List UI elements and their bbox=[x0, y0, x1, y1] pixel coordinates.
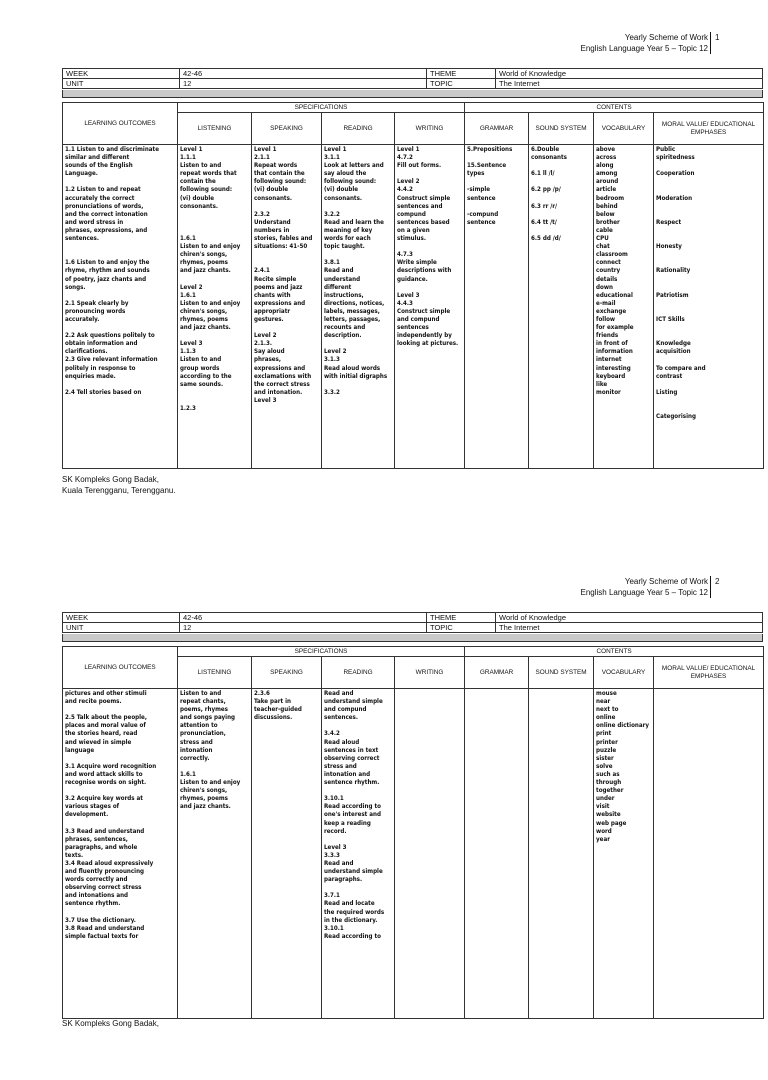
cell-reading: Level 1 3.1.1 Look at letters and say aloud the following sound: (vi) double consonants. 3.2.2 Read and learn the meaning of key words for each topic taught. 3.8.1 Read and understand different instructions, directions, notices, labels, messages, letters, passages, recounts and description. Level 2 3.1.3 Read aloud words with initial digraphs 3.3.2 bbox=[322, 145, 395, 469]
cell-vocabulary: mouse near next to online online dictionary print printer puzzle sister solve such as through together under visit website web page word year bbox=[594, 689, 654, 1019]
col-moral: MORAL VALUE/ EDUCATIONAL EMPHASES bbox=[654, 113, 764, 145]
cell-reading: Read and understand simple and compund sentences. 3.4.2 Read aloud sentences in text observing correct stress and intonation and sentence rhythm. 3.10.1 Read according to one's interest and keep a reading record. Level 3 3.3.3 Read and understand simple paragraphs. 3.7.1 Read and locate the required words in the dictionary. 3.10.1 Read according to bbox=[322, 689, 395, 1019]
cell-speaking: Level 1 2.1.1 Repeat words that contain the following sound: (vi) double consonants. 2.3.2 Understand numbers in stories, fables and situations: 41-50 2.4.1 Recite simple poems and jazz chants with expressions and appropriatr gestures. Level 2 2.1.3. Say aloud phrases, expressions and exclamations with the correct stress and intonation. Level 3 bbox=[252, 145, 322, 469]
scheme-table bbox=[62, 102, 764, 469]
cell-grammar bbox=[465, 689, 529, 1019]
col-specifications: SPECIFICATIONS bbox=[178, 647, 465, 657]
col-contents: CONTENTS bbox=[465, 647, 764, 657]
col-moral: MORAL VALUE/ EDUCATIONAL EMPHASES bbox=[654, 657, 764, 689]
cell-learning-outcomes: pictures and other stimuli and recite poems. 2.5 Talk about the people, places and moral value of the stories heard, read and wieved in simple language 3.1 Acquire word recognition and word attack skills to recognise words on sight. 3.2 Acquire key words at various stages of development. 3.3 Read and understand phrases, sentences, paragraphs, and whole texts. 3.4 Read aloud expressively and fluently pronouncing words correctly and observing correct stress and intonations and sentence rhythm. 3.7 Use the dictionary. 3.8 Read and understand simple factual texts for bbox=[63, 689, 178, 1019]
footer-line-2: Kuala Terengganu, Terengganu. bbox=[62, 486, 176, 495]
col-writing: WRITING bbox=[395, 657, 465, 689]
page-footer bbox=[62, 474, 176, 496]
footer-line-1: SK Kompleks Gong Badak, bbox=[62, 1019, 159, 1028]
header-subtitle: English Language Year 5 – Topic 12 bbox=[580, 588, 708, 597]
theme-label: THEME bbox=[427, 69, 496, 79]
cell-speaking: 2.3.6 Take part in teacher-guided discussions. bbox=[252, 689, 322, 1019]
page-2 bbox=[0, 540, 768, 1080]
topic-value: The Internet bbox=[496, 623, 763, 633]
cell-moral: Public spiritedness Cooperation Moderation Respect Honesty Rationality Patriotism ICT Skills Knowledge acquisition To compare and contrast Listing Categorising bbox=[654, 145, 764, 469]
page-number: 2 bbox=[710, 576, 719, 598]
cell-listening: Level 1 1.1.1 Listen to and repeat words that contain the following sound: (vi) double consonants. 1.6.1 Listen to and enjoy chiren's songs, rhymes, poems and jazz chants. Level 2 1.6.1 Listen to and enjoy chiren's songs, rhymes, poems and jazz chants. Level 3 1.1.3 Listen to and group words according to the same sounds. 1.2.3 bbox=[178, 145, 252, 469]
col-writing: WRITING bbox=[395, 113, 465, 145]
cell-writing: Level 1 4.7.2 Fill out forms. Level 2 4.4.2 Construct simple sentences and compund sentences based on a given stimulus. 4.7.3 Write simple descriptions with guidance. Level 3 4.4.3 Construct simple and compund sentences independently by looking at pictures. bbox=[395, 145, 465, 469]
col-sound-system: SOUND SYSTEM bbox=[529, 657, 594, 689]
header-title: Yearly Scheme of Work bbox=[624, 33, 708, 42]
col-sound-system: SOUND SYSTEM bbox=[529, 113, 594, 145]
cell-sound-system: 6.Double consonants 6.1 ll /l/ 6.2 pp /p/ 6.3 rr /r/ 6.4 tt /t/ 6.5 dd /d/ bbox=[529, 145, 594, 469]
cell-grammar: 5.Prepositions 15.Sentence types -simple sentence -compund sentence bbox=[465, 145, 529, 469]
week-label: WEEK bbox=[63, 613, 180, 623]
col-vocabulary: VOCABULARY bbox=[594, 113, 654, 145]
cell-listening: Listen to and repeat chants, poems, rhymes and songs paying attention to pronunciation, stress and intonation correctly. 1.6.1 Listen to and enjoy chiren's songs, rhymes, poems and jazz chants. bbox=[178, 689, 252, 1019]
cell-learning-outcomes: 1.1 Listen to and discriminate similar and different sounds of the English Language. 1.2 Listen to and repeat accurately the correct pronunciations of words, and the correct intonation and word stress in phrases, expressions, and sentences. 1.6 Listen to and enjoy the rhyme, rhythm and sounds of poetry, jazz chants and songs. 2.1 Speak clearly by pronouncing words accurately. 2.2 Ask questions politely to obtain information and clarifications. 2.3 Give relevant information politely in response to enquiries made. 2.4 Tell stories based on bbox=[63, 145, 178, 469]
gray-band bbox=[62, 90, 763, 98]
col-reading: READING bbox=[322, 657, 395, 689]
week-label: WEEK bbox=[63, 69, 180, 79]
cell-sound-system bbox=[529, 689, 594, 1019]
col-reading: READING bbox=[322, 113, 395, 145]
cell-moral bbox=[654, 689, 764, 1019]
gray-band bbox=[62, 634, 763, 642]
col-specifications: SPECIFICATIONS bbox=[178, 103, 465, 113]
meta-table bbox=[62, 612, 763, 633]
cell-vocabulary: above across along among around article bedroom behind below brother cable CPU chat classroom connect country details down educational e-mail exchange follow for example friends in front of information internet interesting keyboard like monitor bbox=[594, 145, 654, 469]
footer-line-1: SK Kompleks Gong Badak, bbox=[62, 475, 159, 484]
unit-label: UNIT bbox=[63, 623, 180, 633]
scheme-table bbox=[62, 646, 764, 1019]
unit-value: 12 bbox=[180, 79, 427, 89]
col-speaking: SPEAKING bbox=[252, 657, 322, 689]
page-header bbox=[580, 576, 708, 598]
col-grammar: GRAMMAR bbox=[465, 113, 529, 145]
header-subtitle: English Language Year 5 – Topic 12 bbox=[580, 44, 708, 53]
col-learning-outcomes: LEARNING OUTCOMES bbox=[63, 647, 178, 689]
col-grammar: GRAMMAR bbox=[465, 657, 529, 689]
col-listening: LISTENING bbox=[178, 657, 252, 689]
topic-label: TOPIC bbox=[427, 623, 496, 633]
topic-label: TOPIC bbox=[427, 79, 496, 89]
col-learning-outcomes: LEARNING OUTCOMES bbox=[63, 103, 178, 145]
theme-label: THEME bbox=[427, 613, 496, 623]
theme-value: World of Knowledge bbox=[496, 613, 763, 623]
col-contents: CONTENTS bbox=[465, 103, 764, 113]
cell-writing bbox=[395, 689, 465, 1019]
unit-value: 12 bbox=[180, 623, 427, 633]
page-number: 1 bbox=[710, 32, 719, 54]
col-listening: LISTENING bbox=[178, 113, 252, 145]
theme-value: World of Knowledge bbox=[496, 69, 763, 79]
meta-table bbox=[62, 68, 763, 89]
col-vocabulary: VOCABULARY bbox=[594, 657, 654, 689]
topic-value: The Internet bbox=[496, 79, 763, 89]
col-speaking: SPEAKING bbox=[252, 113, 322, 145]
week-value: 42-46 bbox=[180, 69, 427, 79]
week-value: 42-46 bbox=[180, 613, 427, 623]
unit-label: UNIT bbox=[63, 79, 180, 89]
header-title: Yearly Scheme of Work bbox=[624, 577, 708, 586]
page-header bbox=[580, 32, 708, 54]
